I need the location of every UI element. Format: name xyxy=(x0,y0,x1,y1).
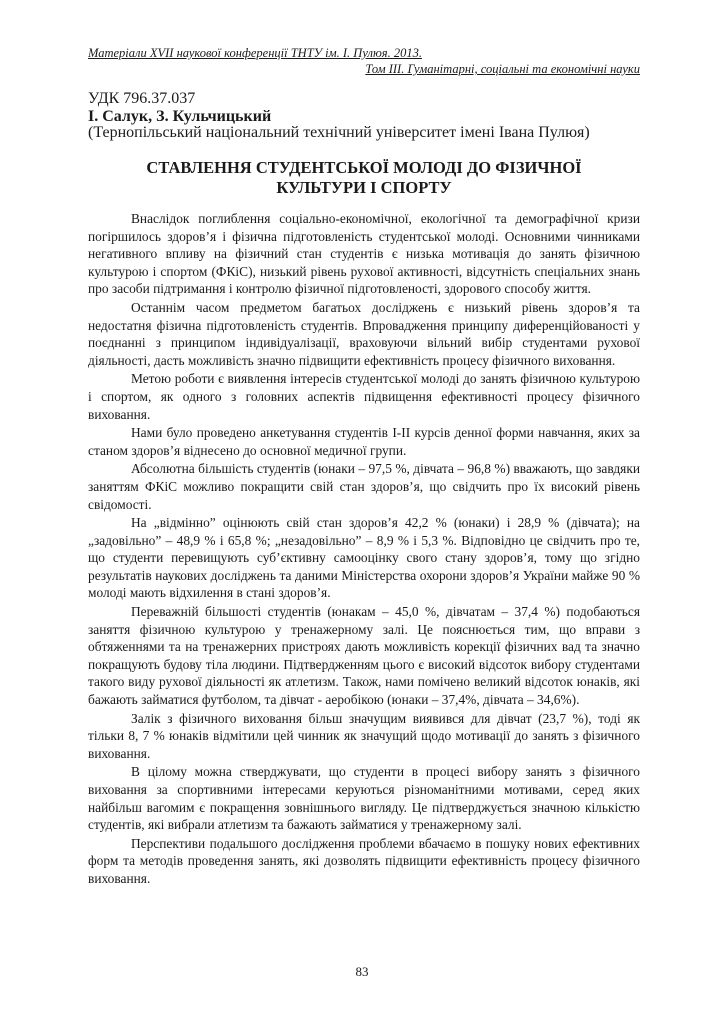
article-body xyxy=(88,210,640,889)
body-paragraph: Абсолютна більшість студентів (юнаки – 97,5 %, дівчата – 96,8 %) вважають, що завдяки заняттям ФКіС можливо покращити свій стан здоров’я, що свідчить про їх високий рівень свідомості. xyxy=(88,461,640,512)
body-paragraph: Внаслідок поглиблення соціально-економічної, екологічної та демографічної кризи погіршилось здоров’я і фізична підготовленість студентської молоді. Основними чинниками негативного впливу на фізичний стан студентів є низька мотивація до занять фізичною культурою і спортом (ФКіС), низький рівень рухової активності, відсутність спеціальних знань про засоби підтримання і контролю фізичної підготовленості, здорового способу життя. xyxy=(88,211,640,297)
udk-code: УДК 796.37.037 xyxy=(88,90,196,107)
body-paragraph: Останнім часом предметом багатьох досліджень є низький рівень здоров’я та недостатня фізична підготовленість студентів. Впровадження принципу диференційованості у поєднанні з принципом індивідуалізації, враховуючи вільний вибір студентами рухової діяльності, дасть можливість значно підвищити ефективність процесу фізичного виховання. xyxy=(88,299,640,368)
running-header-conference: Матеріали XVII наукової конференції ТНТУ ім. І. Пулюя. 2013. xyxy=(88,46,422,60)
body-paragraph: Метою роботи є виявлення інтересів студентської молоді до занять фізичною культурою і спортом, як одного з головних аспектів підвищення ефективності процесу фізичного виховання. xyxy=(88,371,640,422)
body-paragraph: В цілому можна стверджувати, що студенти в процесі вибору занять з фізичного виховання за спортивними інтересами керуються різноманітними мотивами, серед яких найбільш вагомим є покращення зовнішнього вигляду. Це підтверджується значною кількістю студентів, які вибрали атлетизм та бажають займатися у тренажерному залі. xyxy=(88,764,640,833)
page-number: 83 xyxy=(355,964,369,979)
article-title-line-1: СТАВЛЕННЯ СТУДЕНТСЬКОЇ МОЛОДІ ДО ФІЗИЧНОЇ xyxy=(146,158,582,177)
authors: І. Салук, З. Кульчицький xyxy=(88,108,272,125)
running-header-volume: Том ІІІ. Гуманітарні, соціальні та економічні науки xyxy=(365,62,640,76)
body-paragraph: Переважній більшості студентів (юнакам – 45,0 %, дівчатам – 37,4 %) подобаються заняття фізичною культурою у тренажерному залі. Це пояснюється тим, що вправи з обтяженнями та на тренажерних пристроях дають можливість корекції фізичних вад та значно покращують будову тіла людини. Підтвердженням цього є високий відсоток вибору студентами такого виду рухової діяльності як атлетизм. Також, нами помічено великий відсоток юнаків, які бажають займатися футболом, та дівчат - аеробікою (юнаки – 37,4%, дівчата – 34,6%). xyxy=(88,604,640,708)
article-title xyxy=(88,158,640,198)
body-paragraph: На „відмінно” оцінюють свій стан здоров’я 42,2 % (юнаки) і 28,9 % (дівчата); на „задовільно” – 48,9 % і 65,8 %; „незадовільно” – 8,9 % і 5,3 %. Відповідно це свідчить про те, що студенти перевищують суб’єктивну самооцінку свого стану здоров’я, тому що згідно результатів наукових досліджень та даними Міністерства охорони здоров’я України майже 90 % молоді мають відхилення в стані здоров’я. xyxy=(88,515,640,601)
affiliation: (Тернопільський національний технічний університет імені Івана Пулюя) xyxy=(88,124,590,141)
body-paragraph: Нами було проведено анкетування студентів І-ІІ курсів денної форми навчання, яких за станом здоров’я віднесено до основної медичної групи. xyxy=(88,425,640,458)
body-paragraph: Перспективи подальшого дослідження проблеми вбачаємо в пошуку нових ефективних форм та методів проведення занять, які дозволять підвищити ефективність процесу фізичного виховання. xyxy=(88,835,640,886)
body-paragraph: Залік з фізичного виховання більш значущим виявився для дівчат (23,7 %), тоді як тільки 8, 7 % юнаків відмітили цей чинник як значущий щодо мотивації до занять з фізичного виховання. xyxy=(88,710,640,761)
article-title-line-2: КУЛЬТУРИ І СПОРТУ xyxy=(276,178,452,197)
